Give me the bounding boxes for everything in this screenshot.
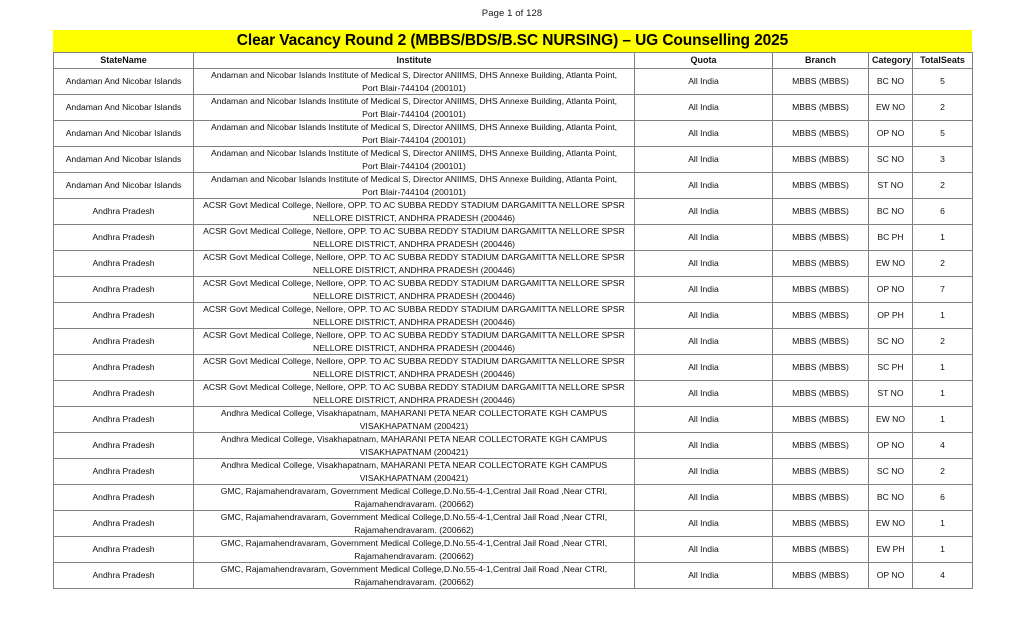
- cell-category: BC NO: [869, 199, 913, 225]
- cell-statename: Andaman And Nicobar Islands: [54, 121, 194, 147]
- cell-statename: Andaman And Nicobar Islands: [54, 69, 194, 95]
- institute-line-1: ACSR Govt Medical College, Nellore, OPP. TO AC SUBBA REDDY STADIUM DARGAMITTA NELLORE SPSR: [203, 252, 625, 262]
- cell-institute: [194, 329, 635, 355]
- cell-quota: All India: [635, 173, 773, 199]
- cell-statename: Andhra Pradesh: [54, 433, 194, 459]
- cell-statename: Andhra Pradesh: [54, 381, 194, 407]
- cell-category: EW NO: [869, 95, 913, 121]
- cell-category: OP NO: [869, 433, 913, 459]
- cell-totalseats: 1: [913, 537, 973, 563]
- cell-branch: MBBS (MBBS): [773, 225, 869, 251]
- vacancy-sheet: [53, 30, 972, 589]
- page-title: Clear Vacancy Round 2 (MBBS/BDS/B.SC NURSING) – UG Counselling 2025: [236, 32, 789, 49]
- table-row[interactable]: [54, 433, 973, 459]
- cell-branch: MBBS (MBBS): [773, 459, 869, 485]
- cell-totalseats: 1: [913, 381, 973, 407]
- institute-line-2: NELLORE DISTRICT, ANDHRA PRADESH (200446): [312, 394, 515, 405]
- cell-category: OP NO: [869, 277, 913, 303]
- cell-branch: MBBS (MBBS): [773, 485, 869, 511]
- cell-branch: MBBS (MBBS): [773, 95, 869, 121]
- cell-institute: [194, 199, 635, 225]
- cell-institute: [194, 121, 635, 147]
- cell-totalseats: 2: [913, 329, 973, 355]
- cell-quota: All India: [635, 329, 773, 355]
- cell-totalseats: 5: [913, 121, 973, 147]
- institute-line-1: GMC, Rajamahendravaram, Government Medical College,D.No.55-4-1,Central Jail Road ,Near CTRI,: [220, 564, 608, 574]
- cell-quota: All India: [635, 381, 773, 407]
- cell-quota: All India: [635, 121, 773, 147]
- column-header-category[interactable]: Category: [869, 53, 913, 69]
- table-row[interactable]: [54, 459, 973, 485]
- column-header-quota[interactable]: Quota: [635, 53, 773, 69]
- column-header-statename[interactable]: StateName: [54, 53, 194, 69]
- institute-line-2: NELLORE DISTRICT, ANDHRA PRADESH (200446): [312, 238, 515, 249]
- cell-quota: All India: [635, 95, 773, 121]
- cell-totalseats: 2: [913, 95, 973, 121]
- cell-totalseats: 2: [913, 251, 973, 277]
- cell-institute: [194, 459, 635, 485]
- institute-line-2: Port Blair-744104 (200101): [362, 186, 466, 197]
- cell-institute: [194, 173, 635, 199]
- cell-quota: All India: [635, 355, 773, 381]
- table-row[interactable]: [54, 381, 973, 407]
- cell-statename: Andhra Pradesh: [54, 277, 194, 303]
- cell-institute: [194, 303, 635, 329]
- cell-category: EW PH: [869, 537, 913, 563]
- cell-statename: Andhra Pradesh: [54, 329, 194, 355]
- table-row[interactable]: [54, 173, 973, 199]
- table-row[interactable]: [54, 95, 973, 121]
- institute-line-1: ACSR Govt Medical College, Nellore, OPP. TO AC SUBBA REDDY STADIUM DARGAMITTA NELLORE SPSR: [203, 278, 625, 288]
- cell-category: SC NO: [869, 329, 913, 355]
- institute-line-2: NELLORE DISTRICT, ANDHRA PRADESH (200446): [312, 342, 515, 353]
- cell-category: BC PH: [869, 225, 913, 251]
- cell-quota: All India: [635, 459, 773, 485]
- institute-line-1: Andhra Medical College, Visakhapatnam, MAHARANI PETA NEAR COLLECTORATE KGH CAMPUS: [220, 434, 608, 444]
- institute-line-2: Rajamahendravaram. (200662): [354, 524, 474, 535]
- institute-line-1: Andhra Medical College, Visakhapatnam, MAHARANI PETA NEAR COLLECTORATE KGH CAMPUS: [220, 460, 608, 470]
- institute-line-2: NELLORE DISTRICT, ANDHRA PRADESH (200446): [312, 290, 515, 301]
- cell-totalseats: 1: [913, 303, 973, 329]
- cell-institute: [194, 69, 635, 95]
- institute-line-1: ACSR Govt Medical College, Nellore, OPP. TO AC SUBBA REDDY STADIUM DARGAMITTA NELLORE SPSR: [203, 304, 625, 314]
- cell-branch: MBBS (MBBS): [773, 69, 869, 95]
- cell-institute: [194, 355, 635, 381]
- cell-quota: All India: [635, 511, 773, 537]
- cell-institute: [194, 95, 635, 121]
- cell-totalseats: 1: [913, 407, 973, 433]
- cell-statename: Andhra Pradesh: [54, 537, 194, 563]
- table-body: [54, 69, 973, 589]
- table-row[interactable]: [54, 329, 973, 355]
- cell-institute: [194, 563, 635, 589]
- table-row[interactable]: [54, 563, 973, 589]
- institute-line-2: Port Blair-744104 (200101): [362, 82, 466, 93]
- cell-quota: All India: [635, 537, 773, 563]
- table-row[interactable]: [54, 121, 973, 147]
- institute-line-1: GMC, Rajamahendravaram, Government Medical College,D.No.55-4-1,Central Jail Road ,Near CTRI,: [220, 512, 608, 522]
- cell-institute: [194, 433, 635, 459]
- cell-category: SC NO: [869, 147, 913, 173]
- page-number-label: Page 1 of 128: [481, 8, 543, 19]
- cell-category: SC PH: [869, 355, 913, 381]
- cell-quota: All India: [635, 277, 773, 303]
- cell-category: BC NO: [869, 485, 913, 511]
- cell-institute: [194, 485, 635, 511]
- cell-institute: [194, 537, 635, 563]
- cell-totalseats: 1: [913, 355, 973, 381]
- table-row[interactable]: [54, 69, 973, 95]
- cell-totalseats: 6: [913, 485, 973, 511]
- institute-line-2: Port Blair-744104 (200101): [362, 134, 466, 145]
- cell-category: SC NO: [869, 459, 913, 485]
- cell-branch: MBBS (MBBS): [773, 407, 869, 433]
- institute-line-1: Andaman and Nicobar Islands Institute of Medical S, Director ANIIMS, DHS Annexe Building, Atlanta Point,: [210, 96, 618, 106]
- cell-branch: MBBS (MBBS): [773, 511, 869, 537]
- cell-institute: [194, 147, 635, 173]
- cell-totalseats: 4: [913, 563, 973, 589]
- cell-institute: [194, 251, 635, 277]
- institute-line-1: Andhra Medical College, Visakhapatnam, MAHARANI PETA NEAR COLLECTORATE KGH CAMPUS: [220, 408, 608, 418]
- cell-branch: MBBS (MBBS): [773, 381, 869, 407]
- institute-line-1: ACSR Govt Medical College, Nellore, OPP. TO AC SUBBA REDDY STADIUM DARGAMITTA NELLORE SPSR: [203, 356, 625, 366]
- cell-branch: MBBS (MBBS): [773, 433, 869, 459]
- table-row[interactable]: [54, 485, 973, 511]
- institute-line-1: ACSR Govt Medical College, Nellore, OPP. TO AC SUBBA REDDY STADIUM DARGAMITTA NELLORE SPSR: [203, 330, 625, 340]
- cell-branch: MBBS (MBBS): [773, 251, 869, 277]
- cell-totalseats: 6: [913, 199, 973, 225]
- institute-line-2: Port Blair-744104 (200101): [362, 108, 466, 119]
- cell-category: EW NO: [869, 511, 913, 537]
- cell-totalseats: 5: [913, 69, 973, 95]
- cell-branch: MBBS (MBBS): [773, 173, 869, 199]
- cell-category: ST NO: [869, 173, 913, 199]
- cell-branch: MBBS (MBBS): [773, 121, 869, 147]
- institute-line-2: NELLORE DISTRICT, ANDHRA PRADESH (200446): [312, 212, 515, 223]
- institute-line-1: GMC, Rajamahendravaram, Government Medical College,D.No.55-4-1,Central Jail Road ,Near CTRI,: [220, 486, 608, 496]
- cell-institute: [194, 511, 635, 537]
- report-title-bar: [53, 30, 972, 52]
- table-row[interactable]: [54, 199, 973, 225]
- cell-category: OP NO: [869, 563, 913, 589]
- cell-statename: Andaman And Nicobar Islands: [54, 147, 194, 173]
- institute-line-1: Andaman and Nicobar Islands Institute of Medical S, Director ANIIMS, DHS Annexe Building, Atlanta Point,: [210, 148, 618, 158]
- cell-institute: [194, 225, 635, 251]
- institute-line-1: ACSR Govt Medical College, Nellore, OPP. TO AC SUBBA REDDY STADIUM DARGAMITTA NELLORE SPSR: [203, 200, 625, 210]
- cell-totalseats: 7: [913, 277, 973, 303]
- cell-quota: All India: [635, 407, 773, 433]
- cell-branch: MBBS (MBBS): [773, 277, 869, 303]
- cell-quota: All India: [635, 433, 773, 459]
- institute-line-2: VISAKHAPATNAM (200421): [359, 446, 469, 457]
- cell-statename: Andhra Pradesh: [54, 355, 194, 381]
- institute-line-2: Rajamahendravaram. (200662): [354, 498, 474, 509]
- cell-institute: [194, 381, 635, 407]
- table-row[interactable]: [54, 355, 973, 381]
- vacancy-table: [53, 52, 973, 589]
- institute-line-2: Rajamahendravaram. (200662): [354, 576, 474, 587]
- cell-quota: All India: [635, 147, 773, 173]
- institute-line-1: ACSR Govt Medical College, Nellore, OPP. TO AC SUBBA REDDY STADIUM DARGAMITTA NELLORE SPSR: [203, 226, 625, 236]
- table-row[interactable]: [54, 277, 973, 303]
- cell-branch: MBBS (MBBS): [773, 329, 869, 355]
- cell-statename: Andhra Pradesh: [54, 563, 194, 589]
- cell-totalseats: 2: [913, 173, 973, 199]
- cell-statename: Andhra Pradesh: [54, 225, 194, 251]
- table-row[interactable]: [54, 147, 973, 173]
- institute-line-2: NELLORE DISTRICT, ANDHRA PRADESH (200446): [312, 316, 515, 327]
- table-row[interactable]: [54, 407, 973, 433]
- cell-category: EW NO: [869, 251, 913, 277]
- cell-branch: MBBS (MBBS): [773, 303, 869, 329]
- cell-quota: All India: [635, 563, 773, 589]
- column-header-institute[interactable]: Institute: [194, 53, 635, 69]
- cell-statename: Andaman And Nicobar Islands: [54, 173, 194, 199]
- table-row[interactable]: [54, 511, 973, 537]
- cell-statename: Andhra Pradesh: [54, 407, 194, 433]
- cell-statename: Andaman And Nicobar Islands: [54, 95, 194, 121]
- institute-line-2: Rajamahendravaram. (200662): [354, 550, 474, 561]
- cell-branch: MBBS (MBBS): [773, 355, 869, 381]
- cell-category: OP NO: [869, 121, 913, 147]
- cell-statename: Andhra Pradesh: [54, 251, 194, 277]
- cell-quota: All India: [635, 251, 773, 277]
- cell-branch: MBBS (MBBS): [773, 563, 869, 589]
- institute-line-1: Andaman and Nicobar Islands Institute of Medical S, Director ANIIMS, DHS Annexe Building, Atlanta Point,: [210, 174, 618, 184]
- column-header-totalseats[interactable]: TotalSeats: [913, 53, 973, 69]
- cell-branch: MBBS (MBBS): [773, 199, 869, 225]
- institute-line-2: VISAKHAPATNAM (200421): [359, 472, 469, 483]
- cell-quota: All India: [635, 199, 773, 225]
- institute-line-1: Andaman and Nicobar Islands Institute of Medical S, Director ANIIMS, DHS Annexe Building, Atlanta Point,: [210, 70, 618, 80]
- cell-category: ST NO: [869, 381, 913, 407]
- table-header-row: [54, 53, 973, 69]
- cell-statename: Andhra Pradesh: [54, 459, 194, 485]
- cell-totalseats: 4: [913, 433, 973, 459]
- cell-category: OP PH: [869, 303, 913, 329]
- table-row[interactable]: [54, 251, 973, 277]
- cell-branch: MBBS (MBBS): [773, 147, 869, 173]
- cell-totalseats: 1: [913, 225, 973, 251]
- cell-branch: MBBS (MBBS): [773, 537, 869, 563]
- institute-line-2: NELLORE DISTRICT, ANDHRA PRADESH (200446): [312, 264, 515, 275]
- column-header-branch[interactable]: Branch: [773, 53, 869, 69]
- cell-statename: Andhra Pradesh: [54, 199, 194, 225]
- cell-category: EW NO: [869, 407, 913, 433]
- cell-quota: All India: [635, 69, 773, 95]
- cell-totalseats: 2: [913, 459, 973, 485]
- institute-line-1: Andaman and Nicobar Islands Institute of Medical S, Director ANIIMS, DHS Annexe Building, Atlanta Point,: [210, 122, 618, 132]
- cell-quota: All India: [635, 303, 773, 329]
- cell-statename: Andhra Pradesh: [54, 303, 194, 329]
- cell-quota: All India: [635, 225, 773, 251]
- cell-totalseats: 3: [913, 147, 973, 173]
- institute-line-1: GMC, Rajamahendravaram, Government Medical College,D.No.55-4-1,Central Jail Road ,Near CTRI,: [220, 538, 608, 548]
- cell-category: BC NO: [869, 69, 913, 95]
- table-row[interactable]: [54, 537, 973, 563]
- cell-statename: Andhra Pradesh: [54, 511, 194, 537]
- institute-line-2: NELLORE DISTRICT, ANDHRA PRADESH (200446): [312, 368, 515, 379]
- table-row[interactable]: [54, 303, 973, 329]
- institute-line-1: ACSR Govt Medical College, Nellore, OPP. TO AC SUBBA REDDY STADIUM DARGAMITTA NELLORE SPSR: [203, 382, 625, 392]
- institute-line-2: Port Blair-744104 (200101): [362, 160, 466, 171]
- table-header: [54, 53, 973, 69]
- cell-institute: [194, 277, 635, 303]
- institute-line-2: VISAKHAPATNAM (200421): [359, 420, 469, 431]
- cell-statename: Andhra Pradesh: [54, 485, 194, 511]
- cell-totalseats: 1: [913, 511, 973, 537]
- table-row[interactable]: [54, 225, 973, 251]
- cell-quota: All India: [635, 485, 773, 511]
- cell-institute: [194, 407, 635, 433]
